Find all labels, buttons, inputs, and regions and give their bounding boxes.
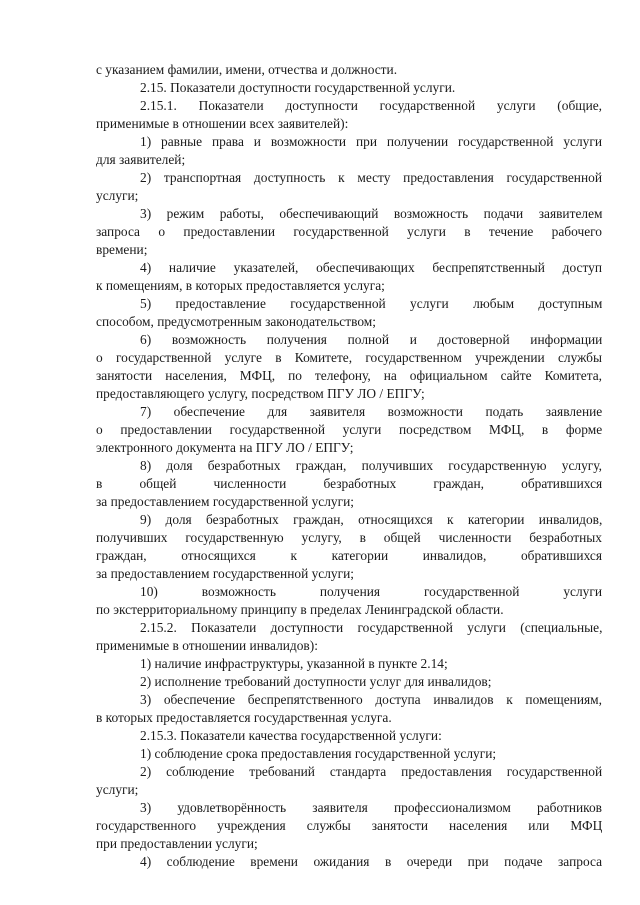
list-item: 3) режим работы, обеспечивающий возможность подачи заявителем <box>140 206 603 221</box>
list-item: 7) обеспечение для заявителя возможности подать заявление <box>140 404 603 419</box>
list-item: 2) исполнение требований доступности услуг для инвалидов; <box>140 674 492 689</box>
subsection-heading: 2.15.1. Показатели доступности государственной услуги (общие, <box>140 98 603 113</box>
text-line: получивших государственную услугу, в общей численности безработных <box>96 530 602 545</box>
text-line: к помещениям, в которых предоставляется услуга; <box>96 278 385 293</box>
text-line: в общей численности безработных граждан, обратившихся <box>96 476 603 491</box>
text-line: по экстерриториальному принципу в пределах Ленинградской области. <box>96 602 504 617</box>
text-line: применимые в отношении всех заявителей): <box>96 116 349 131</box>
subsection-heading: 2.15.3. Показатели качества государственной услуги: <box>140 728 442 743</box>
text-line: с указанием фамилии, имени, отчества и должности. <box>96 62 398 77</box>
list-item: 6) возможность получения полной и достоверной информации <box>140 332 603 347</box>
list-item: 3) обеспечение беспрепятственного доступа инвалидов к помещениям, <box>140 692 602 707</box>
text-line: предоставляющего услугу, посредством ПГУ ЛО / ЕПГУ; <box>96 386 425 401</box>
list-item: 4) соблюдение времени ожидания в очереди при подаче запроса <box>140 854 603 869</box>
text-line: занятости населения, МФЦ, по телефону, на официальном сайте Комитета, <box>96 368 603 383</box>
list-item: 8) доля безработных граждан, получивших государственную услугу, <box>140 458 602 473</box>
list-item: 4) наличие указателей, обеспечивающих беспрепятственный доступ <box>140 260 602 275</box>
text-line: способом, предусмотренным законодательством; <box>96 314 376 329</box>
text-line: времени; <box>96 242 148 257</box>
text-line: для заявителей; <box>96 152 186 167</box>
text-line: о государственной услуге в Комитете, государственном учреждении службы <box>96 350 602 365</box>
text-line: государственного учреждения службы занятости населения или МФЦ <box>96 818 603 833</box>
text-line: в которых предоставляется государственная услуга. <box>96 710 392 725</box>
list-item: 3) удовлетворённость заявителя профессионализмом работников <box>140 800 602 815</box>
text-line: услуги; <box>96 782 139 797</box>
text-line: услуги; <box>96 188 139 203</box>
text-line: электронного документа на ПГУ ЛО / ЕПГУ; <box>96 440 354 455</box>
text-line: за предоставлением государственной услуги; <box>96 494 354 509</box>
list-item: 5) предоставление государственной услуги любым доступным <box>140 296 603 311</box>
list-item: 9) доля безработных граждан, относящихся к категории инвалидов, <box>140 512 603 527</box>
text-line: за предоставлением государственной услуги; <box>96 566 354 581</box>
list-item: 2) транспортная доступность к месту предоставления государственной <box>140 170 602 185</box>
section-heading: 2.15. Показатели доступности государственной услуги. <box>140 80 456 95</box>
list-item: 1) наличие инфраструктуры, указанной в пункте 2.14; <box>140 656 448 671</box>
list-item: 2) соблюдение требований стандарта предоставления государственной <box>140 764 603 779</box>
list-item: 1) равные права и возможности при получении государственной услуги <box>140 134 602 149</box>
text-line: о предоставлении государственной услуги посредством МФЦ, в форме <box>96 422 603 437</box>
list-item: 1) соблюдение срока предоставления государственной услуги; <box>140 746 497 761</box>
text-line: применимые в отношении инвалидов): <box>96 638 318 653</box>
list-item: 10) возможность получения государственной услуги <box>140 584 602 599</box>
text-line: граждан, относящихся к категории инвалидов, обратившихся <box>96 548 602 563</box>
subsection-heading: 2.15.2. Показатели доступности государственной услуги (специальные, <box>140 620 603 635</box>
text-line: при предоставлении услуги; <box>96 836 258 851</box>
text-line: запроса о предоставлении государственной услуги в течение рабочего <box>96 224 602 239</box>
